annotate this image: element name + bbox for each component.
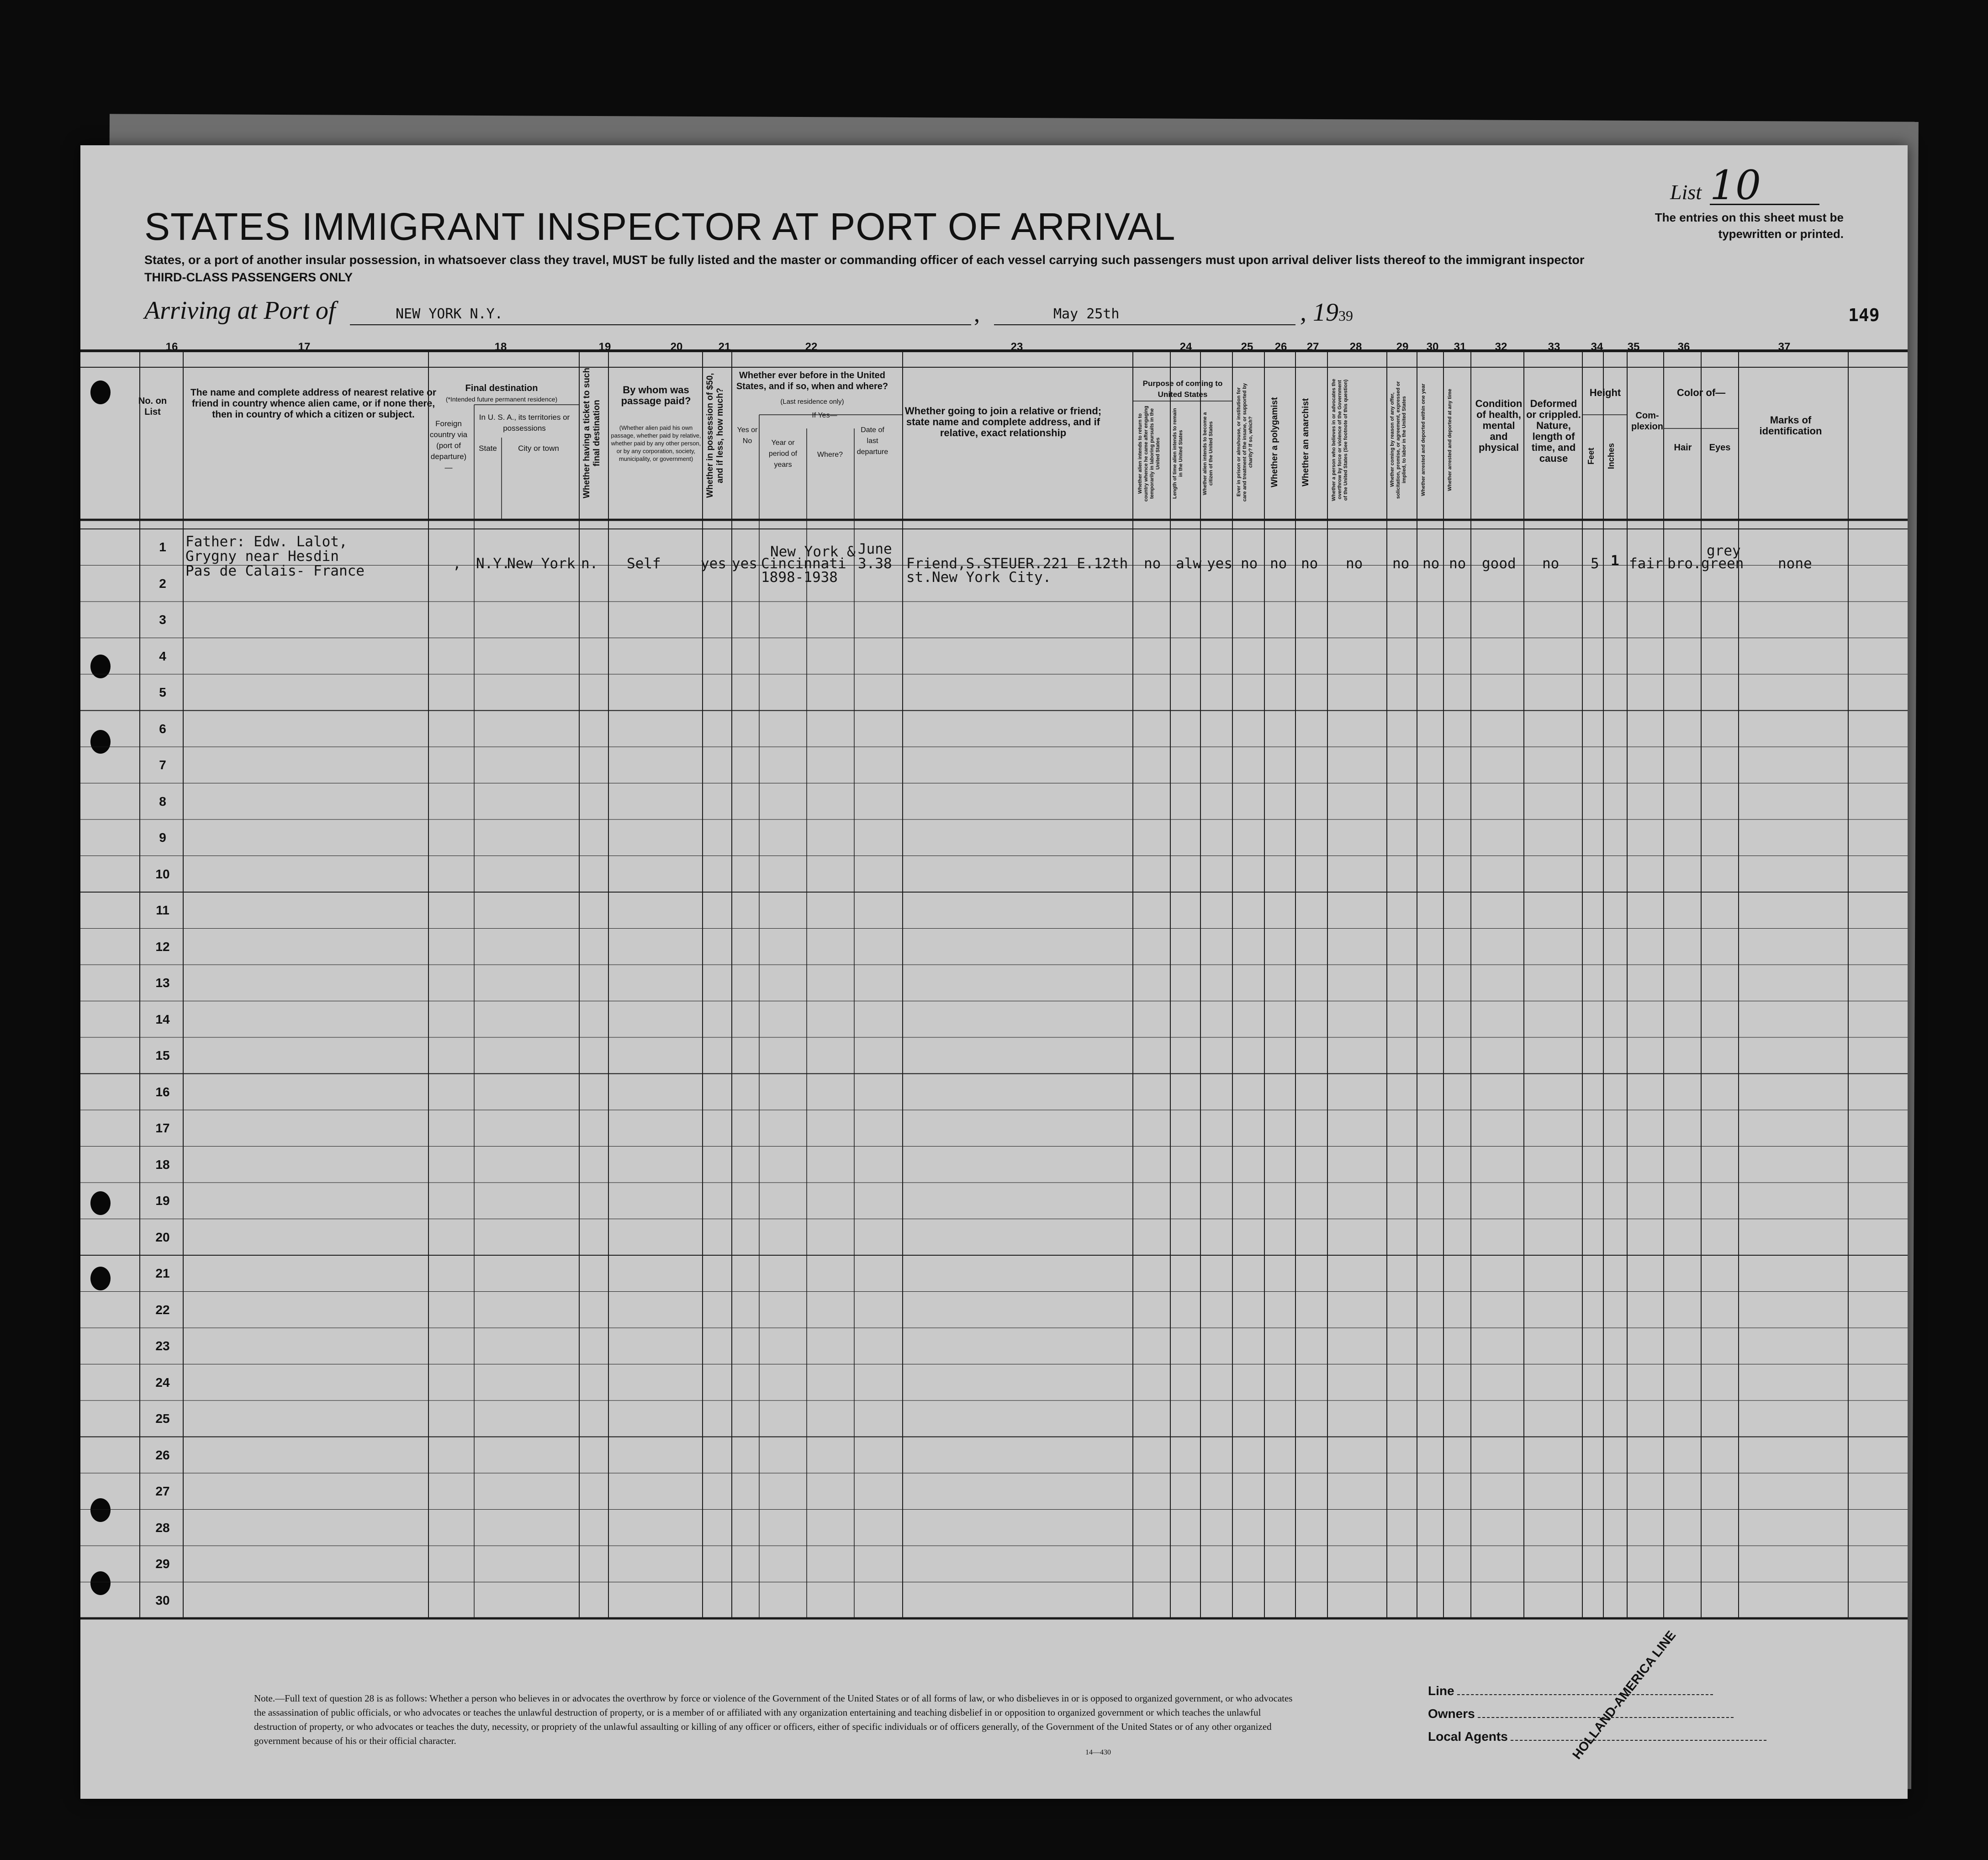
header-marks: Marks of identification <box>1759 414 1822 437</box>
header-ever-before: Whether ever before in the United States, and if so, when and where? <box>736 370 888 391</box>
row-number: 18 <box>155 1157 170 1172</box>
header-inches: Inches <box>1607 443 1616 469</box>
header-height: Height <box>1589 387 1621 398</box>
row-number: 5 <box>159 685 166 699</box>
where-line2: Cincinnati <box>761 555 846 572</box>
intends-return-value: no <box>1144 555 1161 572</box>
row-number: 19 <box>155 1194 170 1208</box>
list-label: List <box>1670 180 1702 204</box>
header-passage-paid: By whom was passage paid? <box>621 384 691 407</box>
where-line1: New York & <box>770 544 856 560</box>
row-number: 29 <box>155 1557 170 1571</box>
column-number: 25 <box>1241 341 1253 353</box>
row-number: 14 <box>155 1012 170 1026</box>
relative-address-line2: Grygny near Hesdin <box>185 548 339 565</box>
foreign-via: , <box>453 555 461 572</box>
year-field: , 1939 <box>1300 298 1353 327</box>
height-inches-value: 1 <box>1611 553 1619 569</box>
column-number: 37 <box>1778 341 1791 353</box>
row-number: 8 <box>159 794 166 808</box>
owners-field <box>1428 1707 1734 1721</box>
column-number: 33 <box>1548 341 1560 353</box>
owners-label: Owners <box>1428 1707 1475 1721</box>
row-number: 16 <box>155 1084 170 1099</box>
year-prefix: 19 <box>1313 298 1338 327</box>
destination-state: N.Y. <box>476 555 510 572</box>
column-number: 21 <box>718 341 731 353</box>
column-number: 32 <box>1495 341 1507 353</box>
column-number: 26 <box>1274 341 1287 353</box>
header-in-usa: In U. S. A., its territories or possessions <box>479 413 570 433</box>
header-ticket: Whether having a ticket to such final destination <box>582 367 602 499</box>
row-number: 23 <box>155 1339 170 1353</box>
row-number: 2 <box>159 576 166 591</box>
overthrow-value: no <box>1346 555 1363 572</box>
header-hair: Hair <box>1674 443 1692 453</box>
header-eyes: Eyes <box>1709 443 1731 453</box>
line-underline <box>1457 1694 1713 1695</box>
column-number: 34 <box>1591 341 1603 353</box>
row-number: 26 <box>155 1448 170 1462</box>
before-in-us: yes <box>732 555 757 572</box>
header-city: City or town <box>518 444 559 453</box>
row-number: 27 <box>155 1484 170 1498</box>
table-grid <box>80 337 1908 1657</box>
row-number: 24 <box>155 1375 170 1390</box>
row-number: 11 <box>156 903 169 917</box>
row-number: 21 <box>155 1266 170 1280</box>
manifest-table <box>80 337 1908 1657</box>
header-deported-any-time: Whether arrested and deported at any time <box>1447 389 1453 491</box>
header-deported-one-year: Whether arrested and deported within one year <box>1421 383 1426 497</box>
header-years: Year or period of years <box>768 439 798 469</box>
column-number: 31 <box>1454 341 1466 353</box>
comma: , <box>974 301 980 327</box>
header-final-destination-sub: (*Intended future permanent residence) <box>445 396 558 403</box>
instruction-text <box>144 251 1652 286</box>
column-number: 22 <box>805 341 818 353</box>
header-nearest-relative: The name and complete address of nearest relative or friend in country whence alien came, or if none there, then in country of which a citizen or subject. <box>190 387 437 420</box>
header-yes-or-no: Yes or No <box>737 426 758 445</box>
years-in-us: 1898-1938 <box>761 569 838 586</box>
header-foreign-country: Foreign country via (port of departure)— <box>429 419 468 472</box>
polygamist-value: no <box>1270 555 1287 572</box>
health-value: good <box>1482 555 1516 572</box>
row-number: 15 <box>155 1048 170 1062</box>
join-line2: st.New York City. <box>906 569 1052 586</box>
header-intends-return: Whether alien intends to return to country whence he came after engaging temporarily in laboring pursuits in the United States <box>1137 406 1161 502</box>
row-number: 4 <box>159 649 166 663</box>
footnote: Note.—Full text of question 28 is as follows: Whether a person who believes in or advocates the overthrow by force or violence of the Government of the United States or of all forms of law, or who disbelieves in or is opposed to organized government, or who advocates the assassination of public officials, or who advocates or teaches the unlawful destruction of property, or is a member of or affiliated with any organization entertaining and teaching disbelief in or opposition to organized government or which teaches the unlawful destruction of property, or who advocates or teaches the duty, necessity, or propriety of the unlawful assaulting or killing of any officer or officers, either of specific individuals or of officers generally, of the Government of the United States or of any other organized government because of his or their official character. <box>254 1693 1293 1746</box>
row-number: 10 <box>155 867 170 881</box>
height-feet-value: 5 <box>1591 555 1599 572</box>
header-passage-paid-sub: (Whether alien paid his own passage, whether paid by relative, whether paid by any other person, or by any corporation, society, municipality, or government) <box>611 424 701 462</box>
row-number: 9 <box>159 830 166 845</box>
year-suffix: 39 <box>1338 307 1353 324</box>
arrival-line <box>144 296 1898 328</box>
column-number: 30 <box>1426 341 1439 353</box>
column-number: 28 <box>1349 341 1362 353</box>
row-number: 1 <box>159 540 166 554</box>
page-title: STATES IMMIGRANT INSPECTOR AT PORT OF ARRIVAL <box>144 205 1176 248</box>
header-prison: Ever in prison or almshouse, or institution for care and treatment of the insane, or supported by charity? If so, which? <box>1236 383 1253 502</box>
marks-value: none <box>1778 555 1812 572</box>
paid-by: Self <box>627 555 661 572</box>
row-number: 13 <box>155 976 170 990</box>
relative-address-line3: Pas de Calais- France <box>185 563 365 579</box>
column-number: 23 <box>1010 341 1023 353</box>
column-number: 29 <box>1396 341 1409 353</box>
header-become-citizen: Whether alien intends to become a citizen of the United States <box>1202 412 1214 495</box>
column-number: 18 <box>494 341 507 353</box>
header-health: Condition of health, mental and physical <box>1475 398 1523 453</box>
manifest-sheet <box>80 145 1908 1799</box>
row-number: 6 <box>159 721 166 736</box>
page-number: 149 <box>1848 305 1880 325</box>
header-no-on-list: No. on List <box>138 396 167 417</box>
row-number: 17 <box>155 1121 170 1135</box>
line-field <box>1428 1684 1713 1698</box>
labor-offer-value: no <box>1392 555 1410 572</box>
port-field: NEW YORK N.Y. <box>350 306 971 325</box>
column-number: 19 <box>598 341 611 353</box>
row-number: 20 <box>155 1230 170 1244</box>
agents-label: Local Agents <box>1428 1729 1508 1744</box>
column-number: 20 <box>670 341 683 353</box>
row-number: 30 <box>155 1593 170 1607</box>
citizen-value: yes <box>1207 555 1232 572</box>
eyes-value: green <box>1701 555 1744 572</box>
header-final-destination: Final destination <box>465 383 538 393</box>
line-label: Line <box>1428 1684 1454 1698</box>
header-state: State <box>479 444 497 453</box>
header-color-of: Color of— <box>1676 387 1726 398</box>
instruction-line: States, or a port of another insular possession, in whatsoever class they travel, MUST be fully listed and the master or commanding officer of each vessel carrying such passengers must upon arrival deliver lists thereof to the immigrant inspector <box>144 253 1585 267</box>
prison-value: no <box>1241 555 1258 572</box>
row-number: 12 <box>155 939 170 954</box>
possession-value: yes <box>701 555 726 572</box>
form-code: 14—430 <box>1085 1749 1111 1756</box>
entries-note: The entries on this sheet must be typewritten or printed. <box>1655 211 1844 241</box>
hair-value: bro. <box>1667 555 1702 572</box>
line-stamp: HOLLAND-AMERICA LINE <box>1570 1628 1679 1762</box>
length-of-stay-value: alw <box>1176 555 1201 572</box>
header-deformed: Deformed or crippled. Nature, length of time, and cause <box>1526 398 1581 464</box>
deformed-value: no <box>1542 555 1560 572</box>
column-number: 24 <box>1179 341 1192 353</box>
eyes-value-overtype: grey <box>1707 543 1741 559</box>
list-number-value: 10 <box>1710 167 1819 205</box>
row-number: 3 <box>159 613 166 627</box>
header-feet: Feet <box>1586 447 1596 465</box>
complexion-value: fair <box>1629 555 1663 572</box>
column-number: 16 <box>165 341 178 353</box>
header-labor-offer: Whether coming by reason of any offer, solicitation, promise, or agreement, expressed or implied, to labor in the United States <box>1390 381 1407 499</box>
join-line1: Friend,S.STEUER.221 E.12th <box>906 555 1128 572</box>
date-field: May 25th <box>994 306 1295 325</box>
last-departure-line2: 3.38 <box>858 555 892 572</box>
header-purpose: Purpose of coming to United States <box>1142 379 1223 399</box>
header-overthrow: Whether a person who believes in or advocates the overthrow by force or violence of the Government of the United States (See footnote of this question) <box>1331 379 1348 501</box>
list-number <box>1670 162 1819 209</box>
header-length-of-time: Length of time alien intends to remain in the United States <box>1172 408 1184 499</box>
header-complexion: Com-plexion <box>1631 411 1663 432</box>
header-if-yes: If Yes— <box>812 412 837 419</box>
row-number: 28 <box>155 1520 170 1535</box>
row-number: 22 <box>155 1302 170 1317</box>
column-number: 27 <box>1306 341 1319 353</box>
deported-any-value: no <box>1449 555 1466 572</box>
header-possession-50: Whether in possession of $50, and if less, how much? <box>705 373 725 498</box>
deported-one-year-value: no <box>1422 555 1440 572</box>
relative-address-line1: Father: Edw. Lalot, <box>185 534 348 550</box>
destination-city: New York <box>507 555 576 572</box>
passenger-class: THIRD-CLASS PASSENGERS ONLY <box>144 270 353 284</box>
column-number: 17 <box>298 341 311 353</box>
column-number: 35 <box>1627 341 1640 353</box>
anarchist-value: no <box>1301 555 1318 572</box>
arriving-label: Arriving at Port of <box>144 296 336 325</box>
row-number: 25 <box>155 1411 170 1426</box>
column-number: 36 <box>1677 341 1690 353</box>
header-polygamist: Whether a polygamist <box>1270 397 1280 487</box>
row-number: 7 <box>159 758 166 772</box>
header-where: Where? <box>817 451 843 459</box>
header-join-relative: Whether going to join a relative or friend; state name and complete address, and if relative, exact relationship <box>904 405 1102 439</box>
agents-underline <box>1511 1740 1766 1741</box>
last-departure-line1: June <box>858 541 892 557</box>
header-anarchist: Whether an anarchist <box>1301 398 1311 486</box>
header-date-last-departure: Date of last departure <box>857 426 888 456</box>
header-last-residence: (Last residence only) <box>780 398 844 406</box>
ticket-value: n. <box>581 555 598 572</box>
